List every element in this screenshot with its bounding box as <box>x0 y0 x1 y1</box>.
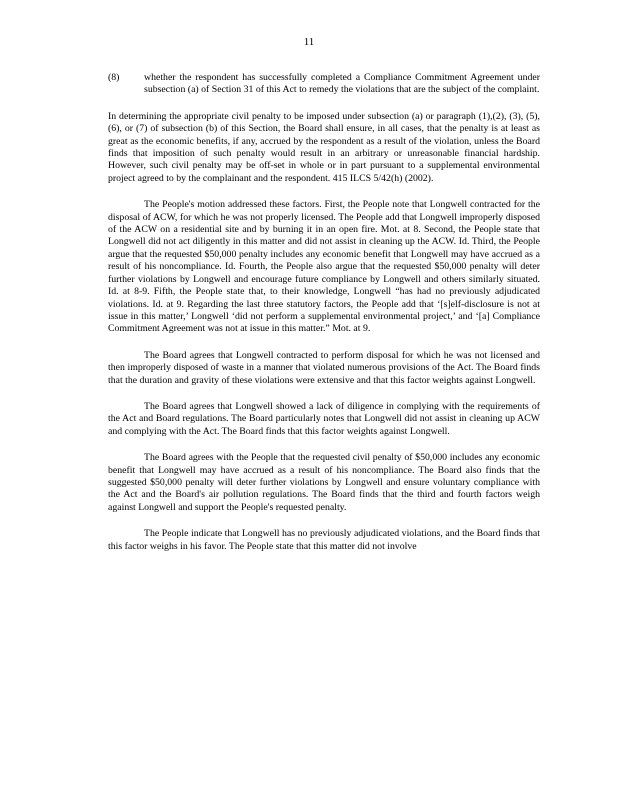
statute-quote-paragraph: In determining the appropriate civil penalty to be imposed under subsection (a) or paragraph (1),(2), (3), (5), (6), or (7) of subsection (b) of this Section, the Board shall ensure, in all cases, that the penalty is at least as great as the economic benefits, if any, accrued by the respondent as a result of the violation, unless the Board finds that imposition of such penalty would result in an arbitrary or unreasonable financial hardship. However, such civil penalty may be off-set in whole or in part pursuant to a supplemental environmental project agreed to by the complainant and the respondent. 415 ILCS 5/42(h) (2002). <box>108 110 540 184</box>
statutory-factor-item <box>108 72 540 97</box>
paragraph-previous-violations: The People indicate that Longwell has no previously adjudicated violations, and the Board finds that this factor weighs in his favor. The People state that this matter did not involve <box>108 528 540 552</box>
item-text: whether the respondent has successfully completed a Compliance Commitment Agreement under subsection (a) of Section 31 of this Act to remedy the violations that are the subject of the complaint. <box>144 72 540 96</box>
paragraph-diligence: The Board agrees that Longwell showed a lack of diligence in complying with the requirements of the Act and Board regulations. The Board particularly notes that Longwell did not assist in cleaning up ACW and complying with the Act. The Board finds that this factor weights against Longwell. <box>108 400 540 437</box>
paragraph-economic-benefit: The Board agrees with the People that the requested civil penalty of $50,000 includes any economic benefit that Longwell may have accrued as a result of his noncompliance. The Board also finds that the suggested $50,000 penalty will deter further violations by Longwell and ensure voluntary compliance with the Act and the Board's air pollution regulations. The Board finds that the third and fourth factors weigh against Longwell and support the People's requested penalty. <box>108 452 540 513</box>
paragraph-duration-gravity: The Board agrees that Longwell contracted to perform disposal for which he was not licensed and then improperly disposed of waste in a manner that violated numerous provisions of the Act. The Board finds that the duration and gravity of these violations were extensive and that this factor weights against Longwell. <box>108 349 540 386</box>
item-number: (8) <box>108 72 120 83</box>
document-body <box>108 72 540 553</box>
page-number: 11 <box>303 36 315 48</box>
paragraph-peoples-motion: The People's motion addressed these factors. First, the People note that Longwell contracted for the disposal of ACW, for which he was not properly licensed. The People add that Longwell improperly disposed of the ACW on a residential site and by burning it in an open fire. Mot. at 8. Second, the People state that Longwell did not act diligently in this matter and did not assist in cleaning up the ACW. Id. Third, the People argue that the requested $50,000 penalty includes any economic benefit that Longwell may have accrued as a result of his noncompliance. Id. Fourth, the People also argue that the requested $50,000 penalty will deter further violations by Longwell and encourage future compliance by Longwell and others similarly situated. Id. at 8-9. Fifth, the People state that, to their knowledge, Longwell “has had no previously adjudicated violations. Id. at 9. Regarding the last three statutory factors, the People add that ‘[s]elf-disclosure is not at issue in this matter,’ Longwell ‘did not perform a supplemental environmental project,’ and ‘[a] Compliance Commitment Agreement was not at issue in this matter.” Mot. at 9. <box>108 199 540 335</box>
